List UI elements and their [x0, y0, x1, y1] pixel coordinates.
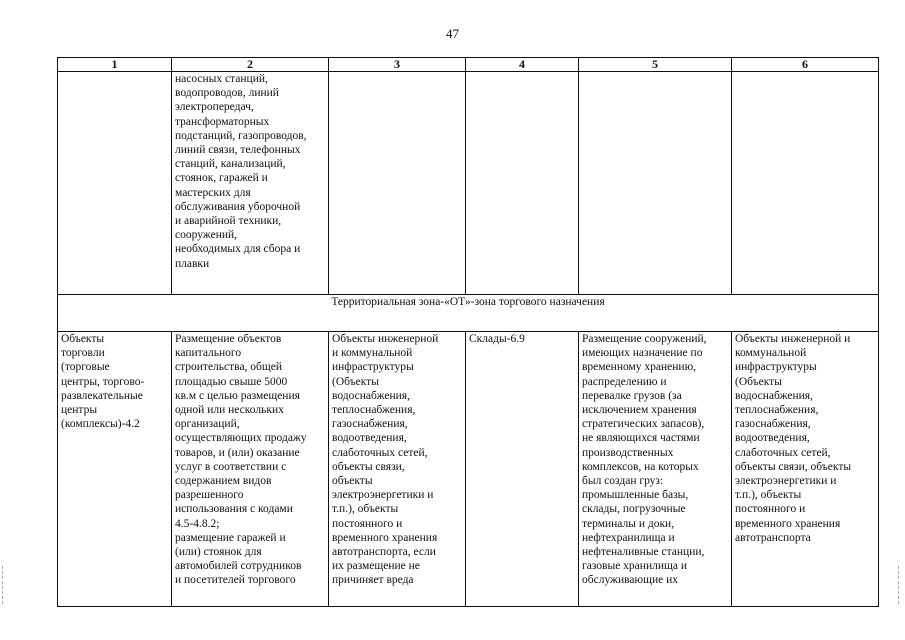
cell-use-description: Размещение объектов капитального строительства, общей площадью свыше 5000 кв.м с целью размещения одной или нескольких организаций, осуществляющих продажу товаров, и (или) оказание услуг в соответствии с содержанием видов разрешенного использования с кодами 4.5-4.8.2; размещение гаражей и (или) стоянок для автомобилей сотрудников и посетителей торгового — [172, 332, 329, 607]
cell-empty — [329, 72, 466, 295]
header-col-2: 2 — [172, 58, 329, 72]
cell-conditional-use: Склады-6.9 — [466, 332, 579, 607]
cell-continuation-text: насосных станций, водопроводов, линий электропередач, трансформаторных подстанций, газопроводов, линий связи, телефонных станций, канализаций, стоянок, гаражей и мастерских для обслуживания уборочной и аварийной техники, сооружений, необходимых для сбора и плавки — [172, 72, 329, 295]
header-col-1: 1 — [58, 58, 172, 72]
table-row — [58, 332, 879, 607]
header-col-4: 4 — [466, 58, 579, 72]
scan-edge-mark — [898, 566, 901, 604]
cell-empty — [579, 72, 732, 295]
zone-title: Территориальная зона-«ОТ»-зона торгового назначения — [58, 295, 879, 332]
zone-heading-row — [58, 295, 879, 332]
cell-empty — [732, 72, 879, 295]
page-number: 47 — [446, 26, 459, 41]
header-col-5: 5 — [579, 58, 732, 72]
cell-empty — [58, 72, 172, 295]
cell-use-type: Объекты торговли (торговые центры, торгово- развлекательные центры (комплексы)-4.2 — [58, 332, 172, 607]
cell-empty — [466, 72, 579, 295]
header-col-6: 6 — [732, 58, 879, 72]
scan-edge-mark — [2, 566, 5, 604]
cell-conditional-description: Размещение сооружений, имеющих назначение по временному хранению, распределению и перевалке грузов (за исключением хранения стратегических запасов), не являющихся частями производственных комплексов, на которых был создан груз: промышленные базы, склады, погрузочные терминалы и доки, нефтехранилища и нефтеналивные станции, газовые хранилища и обслуживающие их — [579, 332, 732, 607]
header-col-3: 3 — [329, 58, 466, 72]
header-row — [58, 58, 879, 72]
cell-conditional-auxiliary: Объекты инженерной и коммунальной инфраструктуры (Объекты водоснабжения, теплоснабжения, газоснабжения, водоотведения, слаботочных сетей, объекты связи, объекты электроэнергетики и т.п.), объекты постоянного и временного хранения автотранспорта — [732, 332, 879, 607]
cell-auxiliary-objects: Объекты инженерной и коммунальной инфраструктуры (Объекты водоснабжения, теплоснабжения, газоснабжения, водоотведения, слаботочных сетей, объекты связи, объекты электроэнергетики и т.п.), объекты постоянного и временного хранения автотранспорта, если их размещение не причиняет вреда — [329, 332, 466, 607]
table-row — [58, 72, 879, 295]
zoning-table — [57, 57, 879, 607]
